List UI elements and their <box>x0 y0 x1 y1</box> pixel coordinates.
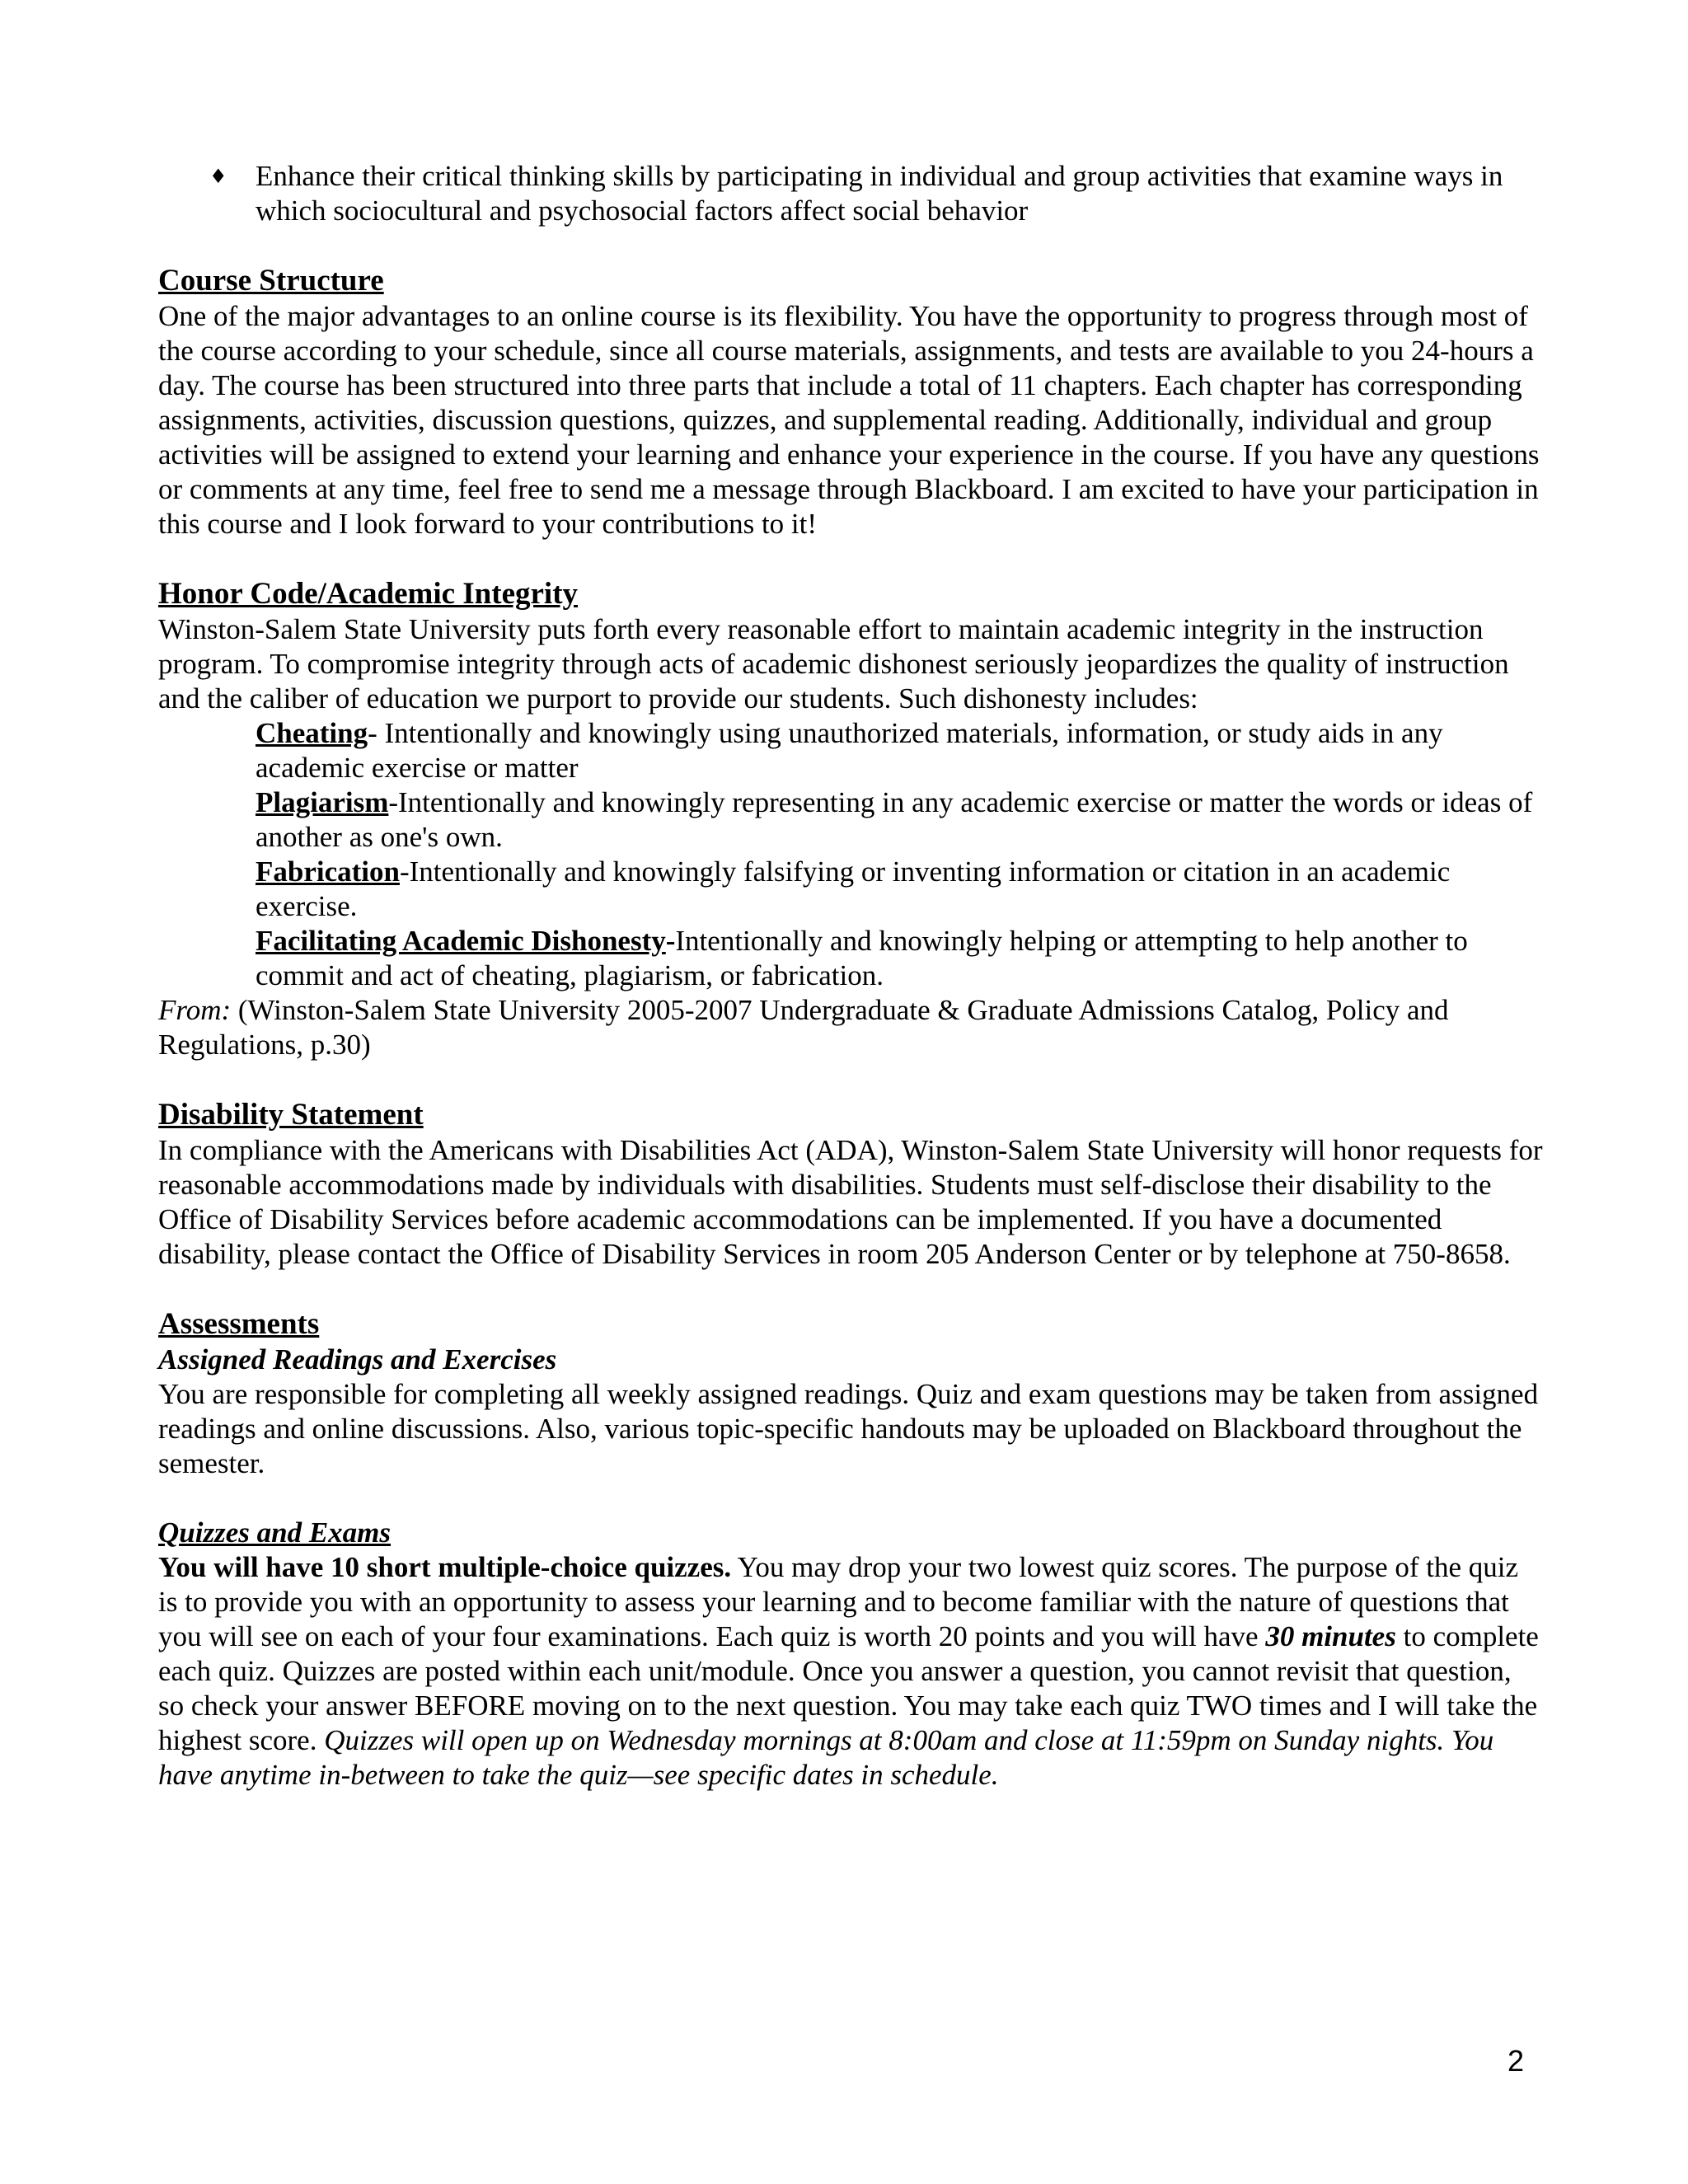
section-spacer <box>158 228 1543 263</box>
quizzes-text-1: You may drop your two lowest quiz scores. The purpose of the quiz is to provide you with an opportunity to assess your learning and to become familiar with the nature of questions that you will see on each of your four examinations. Each quiz is worth 20 points and you will have <box>158 1551 1519 1652</box>
section-spacer <box>158 1062 1543 1097</box>
honor-code-source <box>158 993 1543 1062</box>
assessments-section <box>158 1306 1543 1793</box>
quizzes-subheading: Quizzes and Exams <box>158 1516 392 1549</box>
diamond-bullet-icon: ♦ <box>209 165 227 188</box>
dishonesty-definitions <box>158 716 1543 993</box>
definition-text: - Intentionally and knowingly using unauthorized materials, information, or study aids in any academic exercise or matter <box>256 717 1443 784</box>
definition-term: Plagiarism <box>256 786 389 818</box>
quizzes-body <box>158 1550 1543 1793</box>
source-label: From: <box>158 994 232 1026</box>
section-spacer <box>158 1481 1543 1516</box>
quizzes-lead: You will have 10 short multiple-choice quizzes. <box>158 1551 732 1583</box>
disability-section <box>158 1097 1543 1272</box>
definition-text: -Intentionally and knowingly falsifying or inventing information or citation in an academic exercise. <box>256 855 1451 922</box>
assessments-heading: Assessments <box>158 1307 320 1341</box>
quiz-time-limit: 30 minutes <box>1265 1620 1396 1652</box>
disability-heading: Disability Statement <box>158 1098 424 1132</box>
page-number: 2 <box>1507 2044 1524 2078</box>
definition-term: Fabrication <box>256 855 400 888</box>
definition-text: Intentionally and knowingly helping or attempting to help another to commit and act of cheating, plagiarism, or fabrication. <box>256 925 1468 991</box>
definition-term-suffix: - <box>665 925 676 957</box>
section-spacer <box>158 1272 1543 1306</box>
disability-body: In compliance with the Americans with Disabilities Act (ADA), Winston-Salem State University will honor requests for reasonable accommodations made by individuals with disabilities. Students must self-disclose their disability to the Office of Disability Services before academic accommodations can be implemented. If you have a documented disability, please contact the Office of Disability Services in room 205 Anderson Center or by telephone at 750-8658. <box>158 1134 1543 1270</box>
definition-text: -Intentionally and knowingly representing in any academic exercise or matter the words or ideas of another as one's own. <box>256 786 1533 853</box>
definition-item <box>256 785 1543 855</box>
course-structure-heading: Course Structure <box>158 264 384 298</box>
section-spacer <box>158 541 1543 576</box>
readings-body: You are responsible for completing all weekly assigned readings. Quiz and exam questions may be taken from assigned readings and online discussions. Also, various topic-specific handouts may be uploaded on Blackboard throughout the semester. <box>158 1378 1539 1479</box>
readings-subheading: Assigned Readings and Exercises <box>158 1343 557 1376</box>
course-structure-section <box>158 263 1543 541</box>
honor-code-intro: Winston-Salem State University puts forth every reasonable effort to maintain academic integrity in the instruction program. To compromise integrity through acts of academic dishonest seriously jeopardizes the quality of instruction and the caliber of education we purport to provide our students. Such dishonesty includes: <box>158 613 1509 715</box>
definition-term: Cheating <box>256 717 368 749</box>
definition-item <box>256 855 1543 924</box>
definition-term: Facilitating Academic Dishonesty <box>256 925 666 957</box>
definition-item <box>256 924 1543 993</box>
course-structure-body: One of the major advantages to an online course is its flexibility. You have the opportunity to progress through most of the course according to your schedule, since all course materials, assignments, and tests are available to you 24-hours a day. The course has been structured into three parts that include a total of 11 chapters. Each chapter has corresponding assignments, activities, discussion questions, quizzes, and supplemental reading. Additionally, individual and group activities will be assigned to extend your learning and enhance your experience in the course. If you have any questions or comments at any time, feel free to send me a message through Blackboard. I am excited to have your participation in this course and I look forward to your contributions to it! <box>158 300 1540 540</box>
objective-text: Enhance their critical thinking skills by participating in individual and group activities that examine ways in which sociocultural and psychosocial factors affect social behavior <box>256 160 1503 227</box>
document-page <box>158 159 1543 1793</box>
quizzes-text-2: to complete each quiz. Quizzes are posted within each unit/module. Once you answer a question, you cannot revisit that question, so check your answer BEFORE moving on to the next question. You may take each quiz TWO times and I will take the highest score. <box>158 1620 1539 1756</box>
quiz-schedule-note: Quizzes will open up on Wednesday mornings at 8:00am and close at 11:59pm on Sunday nights. You have anytime in-between to take the quiz—see specific dates in schedule. <box>158 1724 1494 1791</box>
honor-code-section <box>158 576 1543 1062</box>
honor-code-heading: Honor Code/Academic Integrity <box>158 577 579 611</box>
definition-item <box>256 716 1543 785</box>
source-citation: (Winston-Salem State University 2005-2007 Undergraduate & Graduate Admissions Catalog, Policy and Regulations, p.30) <box>158 994 1449 1061</box>
objective-bullet-item <box>158 159 1543 228</box>
